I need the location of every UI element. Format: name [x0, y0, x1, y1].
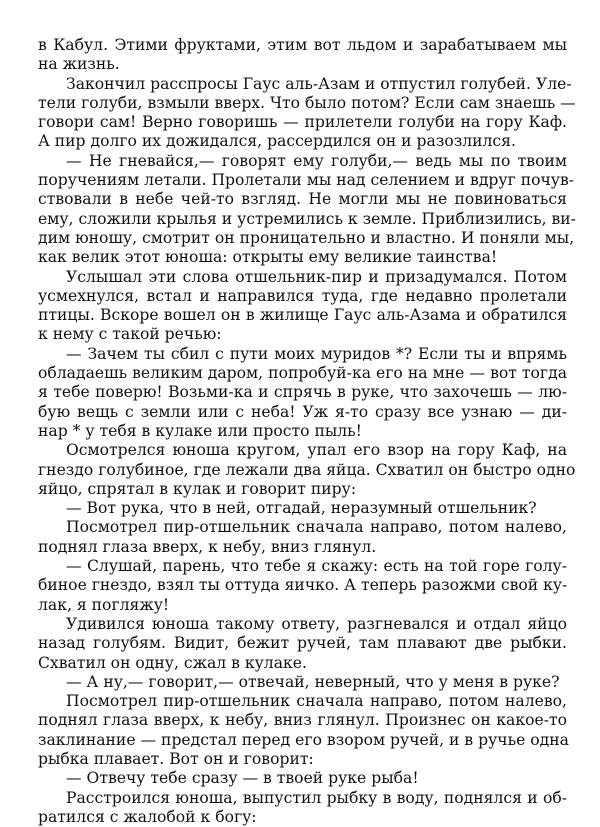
paragraph-first-line: — А ну,— говорит,— отвечай, неверный, что у меня в руке?: [66, 672, 560, 691]
text-line: усмехнулся, встал и направился туда, где недавно пролетали: [38, 286, 567, 305]
paragraph-first-line: — Слушай, парень, что тебе я скажу: есть на той горе голу-: [66, 557, 567, 576]
paragraph-first-line: Посмотрел пир-отшельник сначала направо, потом налево,: [66, 518, 567, 537]
text-line: заклинание — предстал перед его взором ручей, и в ручье одна: [38, 730, 569, 749]
text-line: гнездо голубиное, где лежали два яйца. Схватил он быстро одно: [38, 460, 576, 479]
paragraph-first-line: Посмотрел пир-отшельник сначала направо, потом налево,: [66, 692, 567, 711]
text-line: к нему с такой речью:: [38, 325, 222, 344]
text-line: поднял глаза вверх, к небу, вниз глянул. Произнес он какое-то: [38, 711, 567, 730]
text-line: тели голуби, взмыли вверх. Что было потом? Если сам знаешь —: [38, 93, 576, 112]
paragraph-first-line: — Зачем ты сбил с пути моих муридов *? Если ты и впрямь: [66, 344, 567, 363]
text-line: назад голубям. Видит, бежит ручей, там плавают две рыбки.: [38, 634, 567, 653]
paragraph-first-line: Расстроился юноша, выпустил рыбку в воду, поднялся и об-: [66, 788, 567, 807]
text-line: говори сам! Верно говоришь — прилетели голуби на гору Каф.: [38, 113, 567, 132]
text-line: поручениям летали. Пролетали мы над селением и вдруг почув-: [38, 171, 575, 190]
page-body-text: [38, 36, 576, 827]
text-line: я тебе поверю! Возьми-ка и спрячь в руке, что захочешь — лю-: [38, 383, 567, 402]
paragraph-first-line: Услышал эти слова отшельник-пир и призадумался. Потом: [66, 267, 567, 286]
text-line: как велик этот юноша: открыты ему великие таинства!: [38, 248, 498, 267]
text-line: яйцо, спрятал в кулак и говорит пиру:: [38, 479, 357, 498]
paragraph-first-line: Закончил расспросы Гаус аль-Азам и отпустил голубей. Уле-: [66, 74, 572, 93]
paragraph-first-line: — Вот рука, что в ней, отгадай, неразумный отшельник?: [66, 499, 537, 518]
text-line: поднял глаза вверх, к небу, вниз глянул.: [38, 537, 377, 556]
text-line: ратился с жалобой к богу:: [38, 807, 257, 826]
text-line: биное гнездо, взял ты оттуда яичко. А теперь разожми свой ку-: [38, 576, 568, 595]
text-line: лак, я погляжу!: [38, 595, 170, 614]
paragraph-first-line: Удивился юноша такому ответу, разгневался и отдал яйцо: [66, 614, 567, 633]
paragraph-first-line: — Отвечу тебе сразу — в твоей руке рыба!: [66, 769, 419, 788]
text-line: обладаешь великим даром, попробуй-ка его на мне — вот тогда: [38, 364, 567, 383]
text-line: нар * у тебя в кулаке или просто пыль!: [38, 421, 362, 440]
text-line: в Кабул. Этими фруктами, этим вот льдом и зарабатываем мы: [38, 36, 567, 54]
text-line: ему, сложили крылья и устремились к земле. Приблизились, ви-: [38, 209, 576, 228]
text-line: ствовали в небе чей-то взгляд. Не могли мы не повиноваться: [38, 190, 567, 209]
text-line: птицы. Вскоре вошел он в жилище Гаус аль-Азама и обратился: [38, 306, 567, 325]
text-line: А пир долго их дожидался, рассердился он и разозлился.: [38, 132, 516, 151]
text-line: на жизнь.: [38, 55, 120, 74]
paragraph-first-line: Осмотрелся юноша кругом, упал его взор на гору Каф, на: [66, 441, 567, 460]
text-line: бую вещь с земли или с неба! Уж я-то сразу все узнаю — ди-: [38, 402, 567, 421]
text-line: Схватил он одну, сжал в кулаке.: [38, 653, 307, 672]
text-line: рыбка плавает. Вот он и говорит:: [38, 749, 314, 768]
paragraph-first-line: — Не гневайся,— говорят ему голуби,— ведь мы по твоим: [66, 151, 567, 170]
text-line: дим юношу, смотрит он проницательно и властно. И поняли мы,: [38, 228, 575, 247]
